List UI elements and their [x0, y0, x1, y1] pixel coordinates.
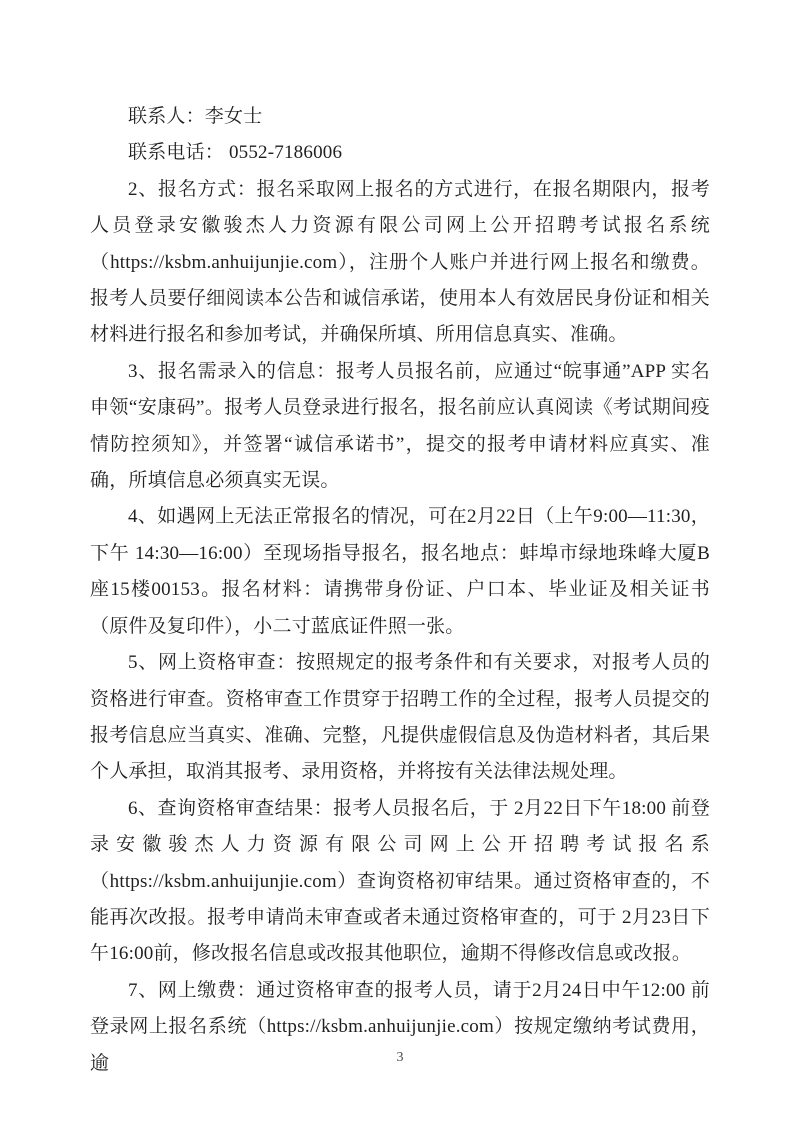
- paragraph-review-result-query: 6、查询资格审查结果：报考人员报名后，于 2月22日下午18:00 前登录安徽骏杰人力资源有限公司网上公开招聘考试报名系（https://ksbm.anhuijunjie.com）查询资格初审结果。通过资格审查的，不能再次改报。报考申请尚未审查或者未通过资格审查的，可于 2月23日下午16:00前，修改报名信息或改报其他职位，逾期不得修改信息或改报。: [90, 797, 710, 965]
- paragraph-online-qualification-review: 5、网上资格审查：按照规定的报考条件和有关要求，对报考人员的资格进行审查。资格审查工作贯穿于招聘工作的全过程，报考人员提交的报考信息应当真实、准确、完整，凡提供虚假信息及伪造材料者，其后果个人承担，取消其报考、录用资格，并将按有关法律法规处理。: [90, 652, 710, 783]
- paragraph-onsite-registration: 4、如遇网上无法正常报名的情况，可在2月22日（上午9:00—11:30，下午 14:30—16:00）至现场指导报名，报名地点：蚌埠市绿地珠峰大厦B座15楼00153。报名材料：请携带身份证、户口本、毕业证及相关证书（原件及复印件），小二寸蓝底证件照一张。: [90, 506, 710, 637]
- page-number: 3: [396, 1050, 404, 1065]
- paragraph-online-payment: 7、网上缴费：通过资格审查的报考人员，请于2月24日中午12:00 前登录网上报名系统（https://ksbm.anhuijunjie.com）按规定缴纳考试费用，逾: [90, 979, 710, 1074]
- document-body: [90, 99, 710, 1082]
- contact-phone-line: 联系电话： 0552-7186006: [128, 142, 343, 164]
- paragraph-registration-method: 2、报名方式：报名采取网上报名的方式进行，在报名期限内，报考人员登录安徽骏杰人力资源有限公司网上公开招聘考试报名系统（https://ksbm.anhuijunjie.com），注册个人账户并进行网上报名和缴费。报考人员要仔细阅读本公告和诚信承诺，使用本人有效居民身份证和相关材料进行报名和参加考试，并确保所填、所用信息真实、准确。: [90, 178, 710, 346]
- contact-person-line: 联系人：李女士: [128, 106, 263, 127]
- paragraph-required-information: 3、报名需录入的信息：报考人员报名前，应通过“皖事通”APP 实名申领“安康码”。报考人员登录进行报名，报名前应认真阅读《考试期间疫情防控须知》，并签署“诚信承诺书”，提交的报考申请材料应真实、准确，所填信息必须真实无误。: [90, 360, 710, 492]
